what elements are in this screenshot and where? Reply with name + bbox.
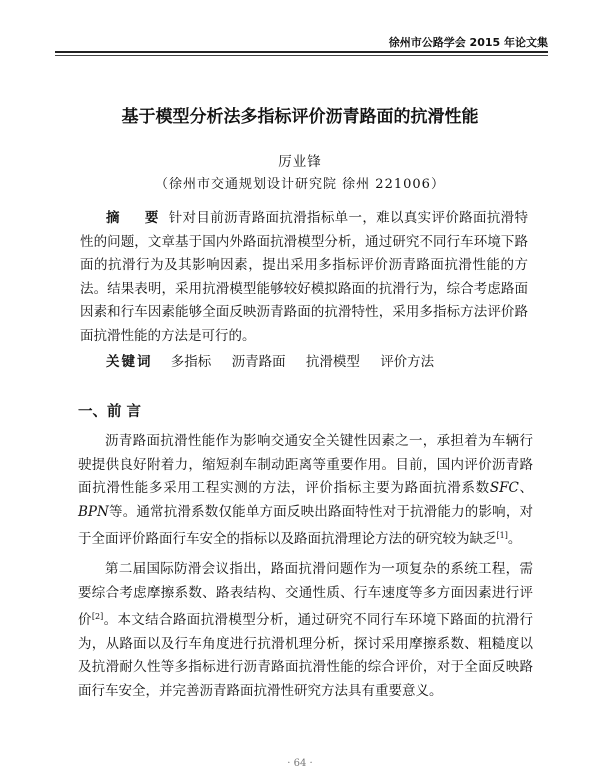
abstract-text: 针对目前沥青路面抗滑指标单一，难以真实评价路面抗滑特性的问题，文章基于国内外路面抗滑模型分析，通过研究不同行车环境下路面的抗滑行为及其影响因素，提出采用多指标评价沥青路面抗滑性能的方法。结果表明，采用抗滑模型能够较好模拟路面的抗滑行为，综合考虑路面因素和行车因素能够全面反映沥青路面的抗滑特性，采用多指标方法评价路面抗滑性能的方法是可行的。	[80, 210, 529, 344]
section-heading: 一、前 言	[78, 404, 142, 420]
author-affiliation: （徐州市交通规划设计研究院 徐州 221006）	[155, 177, 445, 192]
text-run: 。本文结合路面抗滑模型分析，通过研究不同行车环境下路面的抗滑行为，从路面以及行车角度进行抗滑机理分析，探讨采用摩擦系数、粗糙度以及抗滑耐久性等多指标进行沥青路面抗滑性能的综合评价，对于全面反映路面行车安全，并完善沥青路面抗滑性研究方法具有重要意义。	[78, 612, 534, 699]
text-run: 第二届国际防滑会议指出，路面抗滑问题作为一项复杂的系统工程，需要综合考虑摩擦系数、路表结构、交通性质、行车速度等多方面因素进行评价	[78, 560, 533, 629]
text-run: 沥青路面抗滑性能作为影响交通安全关键性因素之一，承担着为车辆行驶提供良好附着力，缩短刹车制动距离等重要作用。目前，国内评价沥青路面抗滑性能多采用工程实测的方法，评价指标主要为路面抗滑系数	[78, 433, 533, 497]
abstract-label: 摘 要	[106, 210, 169, 226]
sfc-term: SFC	[489, 480, 519, 497]
keyword: 评价方法	[380, 354, 435, 370]
separator: 、	[518, 480, 534, 497]
paragraph	[78, 430, 533, 552]
running-header: 徐州市公路学会 2015 年论文集	[388, 36, 548, 49]
author-name: 厉业锋	[278, 154, 322, 170]
keywords	[106, 352, 450, 372]
header-rule	[55, 51, 548, 53]
text-run: 等。通常抗滑系数仅能单方面反映出路面特性对于抗滑能力的影响，对于全面评价路面行车安全的指标以及路面抗滑理论方法的研究较为缺乏	[78, 503, 533, 548]
bpn-term: BPN	[78, 503, 109, 520]
citation-ref[interactable]: [1]	[496, 531, 508, 541]
paper-title: 基于模型分析法多指标评价沥青路面的抗滑性能	[121, 107, 479, 127]
text-run: 。	[507, 531, 522, 548]
paragraph	[78, 558, 533, 704]
section-body	[78, 430, 533, 710]
citation-ref[interactable]: [2]	[91, 612, 104, 622]
abstract	[80, 207, 528, 349]
keywords-label: 关键词	[106, 354, 153, 370]
keyword: 抗滑模型	[305, 354, 360, 370]
page-number: · 64 ·	[287, 758, 313, 769]
header-rule-thin	[55, 55, 548, 56]
keyword: 多指标	[170, 354, 212, 370]
keyword: 沥青路面	[231, 354, 286, 370]
